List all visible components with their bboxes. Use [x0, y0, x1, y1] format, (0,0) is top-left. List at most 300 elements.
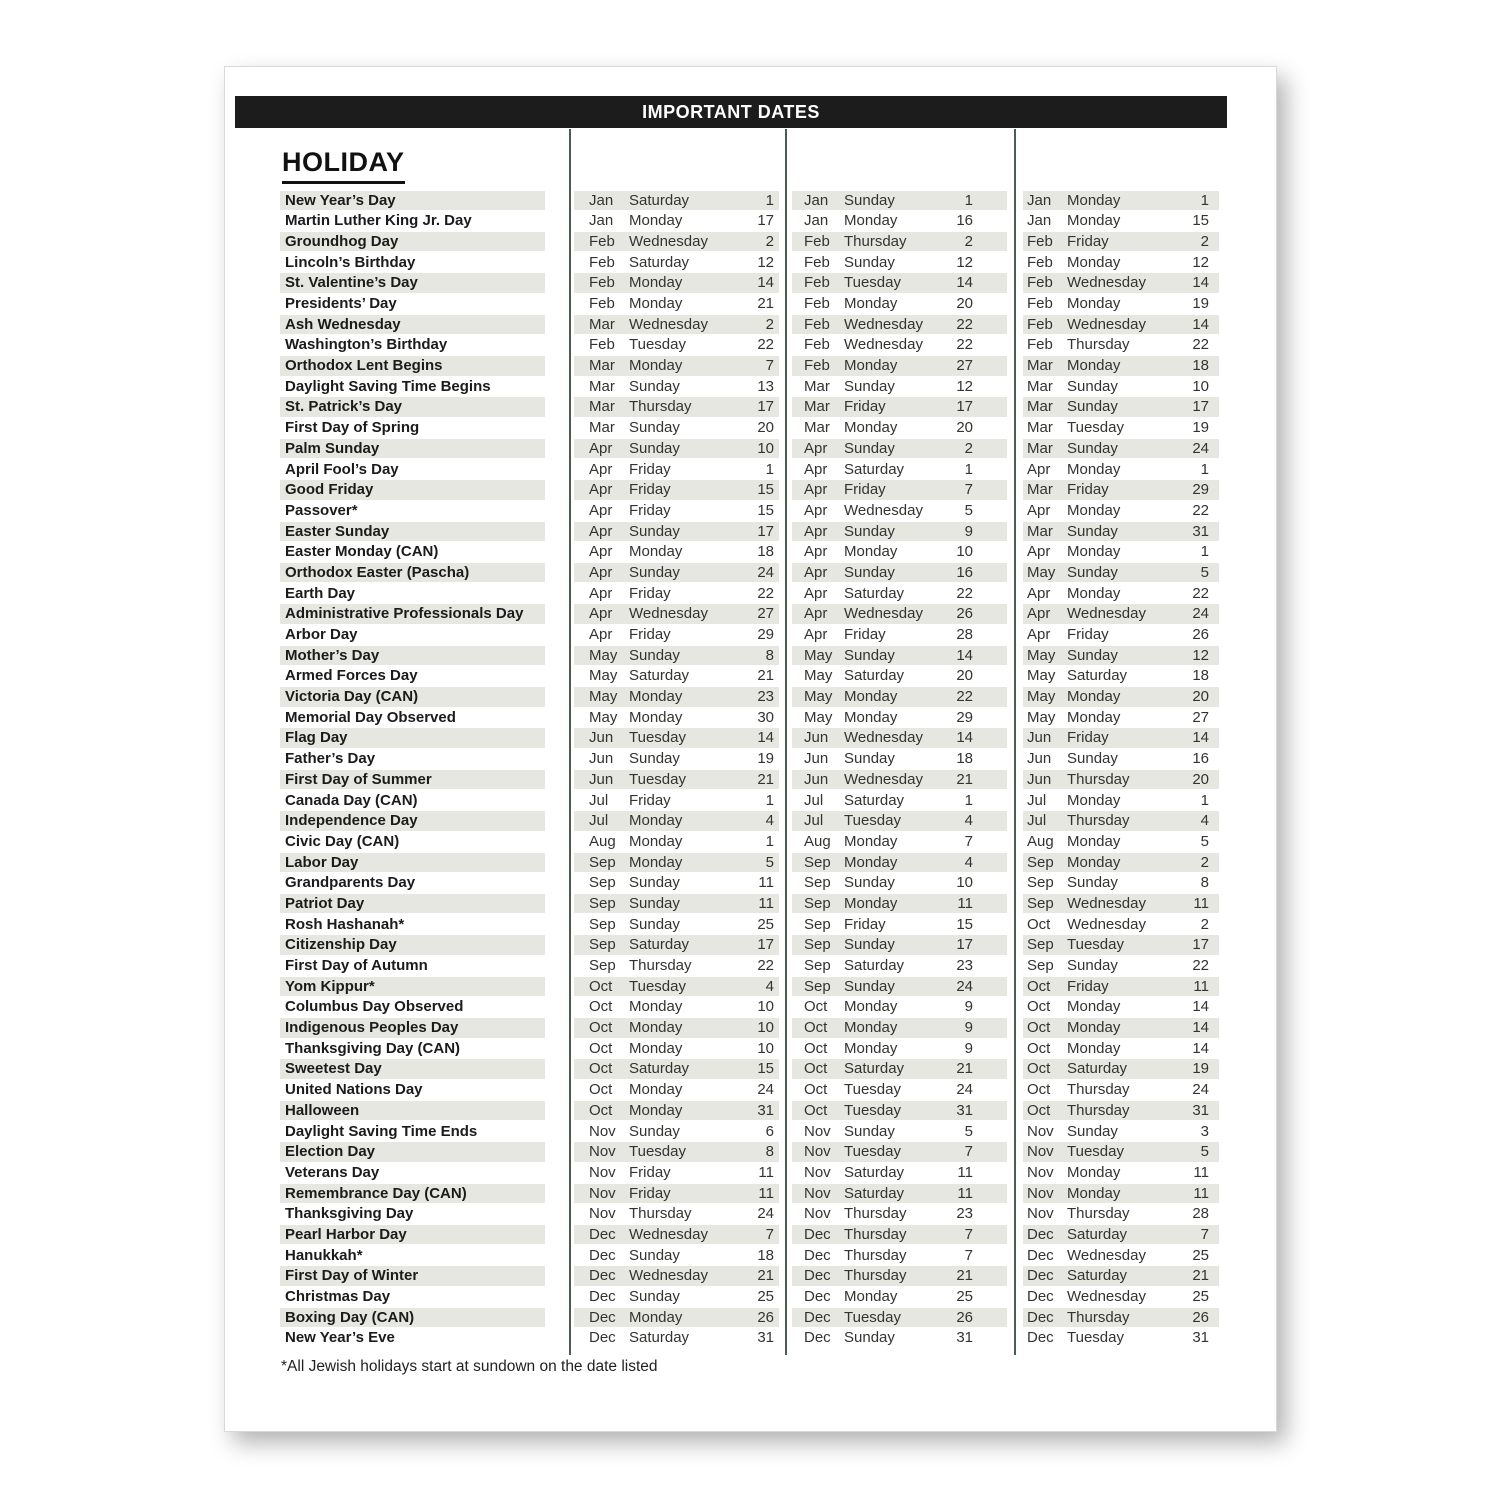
date-cell-year-1: [574, 1225, 779, 1245]
month-label: Dec: [1027, 1329, 1054, 1347]
date-cell-year-2: [792, 894, 1007, 914]
table-row: [225, 1059, 1276, 1080]
weekday-label: Saturday: [844, 667, 905, 685]
month-label: Jul: [1027, 812, 1047, 830]
weekday-label: Wednesday: [1067, 1288, 1146, 1306]
month-label: Apr: [1027, 460, 1051, 478]
date-cell-year-1: [574, 211, 779, 231]
day-number: 10: [956, 543, 973, 561]
table-row: [225, 997, 1276, 1018]
month-label: Nov: [804, 1143, 831, 1161]
weekday-label: Sunday: [629, 1246, 680, 1264]
weekday-label: Monday: [629, 1019, 683, 1037]
date-cell-year-1: [574, 853, 779, 873]
day-number: 14: [956, 646, 973, 664]
month-label: Apr: [804, 460, 828, 478]
date-cell-year-3: [1023, 604, 1219, 624]
weekday-label: Thursday: [844, 1205, 907, 1223]
month-label: Mar: [589, 398, 615, 416]
day-number: 27: [757, 605, 774, 623]
date-cell-year-2: [792, 522, 1007, 542]
month-label: Sep: [804, 853, 831, 871]
day-number: 5: [765, 853, 774, 871]
month-label: May: [589, 667, 618, 685]
day-number: 17: [757, 398, 774, 416]
day-number: 7: [964, 1143, 973, 1161]
weekday-label: Monday: [1067, 584, 1121, 602]
month-label: Oct: [804, 1081, 828, 1099]
weekday-label: Sunday: [1067, 957, 1118, 975]
day-number: 7: [964, 1246, 973, 1264]
holiday-name: Martin Luther King Jr. Day: [285, 212, 472, 230]
holiday-name: Pearl Harbor Day: [280, 1225, 545, 1245]
weekday-label: Monday: [1067, 357, 1121, 375]
weekday-label: Sunday: [1067, 750, 1118, 768]
month-label: Mar: [804, 398, 830, 416]
day-number: 1: [964, 191, 973, 209]
holiday-name: St. Patrick’s Day: [280, 397, 545, 417]
weekday-label: Monday: [1067, 212, 1121, 230]
holiday-name: Boxing Day (CAN): [280, 1308, 545, 1328]
day-number: 31: [956, 1329, 973, 1347]
weekday-label: Sunday: [844, 253, 895, 271]
day-number: 23: [956, 1205, 973, 1223]
date-cell-year-1: [574, 439, 779, 459]
month-label: May: [1027, 563, 1056, 581]
month-label: Nov: [589, 1143, 616, 1161]
day-number: 15: [1192, 212, 1209, 230]
day-number: 25: [757, 915, 774, 933]
day-number: 12: [757, 253, 774, 271]
month-label: Nov: [589, 1122, 616, 1140]
holiday-name: Orthodox Easter (Pascha): [280, 563, 545, 583]
month-label: Oct: [1027, 1081, 1051, 1099]
month-label: Dec: [589, 1267, 616, 1285]
month-label: Jan: [804, 212, 829, 230]
weekday-label: Sunday: [1067, 377, 1118, 395]
month-label: Oct: [1027, 1060, 1051, 1078]
table-row: [225, 438, 1276, 459]
day-number: 20: [956, 295, 973, 313]
date-cell-year-1: [574, 811, 779, 831]
month-label: Jun: [1027, 770, 1052, 788]
date-cell-year-3: [1023, 315, 1219, 335]
weekday-label: Thursday: [1067, 812, 1130, 830]
table-row: [225, 1204, 1276, 1225]
weekday-label: Saturday: [844, 1184, 905, 1202]
date-cell-year-3: [1023, 1184, 1219, 1204]
month-label: Dec: [1027, 1225, 1054, 1243]
holiday-name: Grandparents Day: [285, 874, 416, 892]
day-number: 18: [1192, 667, 1209, 685]
holiday-name: Hanukkah*: [285, 1246, 363, 1264]
date-cell-year-3: [1023, 935, 1219, 955]
month-label: Dec: [589, 1225, 616, 1243]
weekday-label: Wednesday: [1067, 894, 1146, 912]
date-cell-year-1: [574, 687, 779, 707]
holiday-name: Armed Forces Day: [285, 667, 418, 685]
weekday-label: Friday: [1067, 977, 1109, 995]
day-number: 21: [956, 770, 973, 788]
month-label: Jul: [804, 812, 824, 830]
month-label: Sep: [804, 874, 831, 892]
day-number: 29: [956, 708, 973, 726]
day-number: 22: [956, 336, 973, 354]
day-number: 7: [964, 832, 973, 850]
month-label: Sep: [589, 957, 616, 975]
date-cell-year-3: [1023, 418, 1219, 438]
date-cell-year-3: [1023, 977, 1219, 997]
weekday-label: Monday: [629, 708, 683, 726]
date-cell-year-1: [574, 1101, 779, 1121]
month-label: Aug: [1027, 832, 1054, 850]
date-cell-year-1: [574, 915, 779, 935]
day-number: 1: [1200, 543, 1209, 561]
month-label: Oct: [1027, 1101, 1051, 1119]
day-number: 28: [956, 626, 973, 644]
weekday-label: Tuesday: [844, 1081, 901, 1099]
day-number: 21: [1192, 1267, 1209, 1285]
date-cell-year-2: [792, 935, 1007, 955]
date-cell-year-1: [574, 894, 779, 914]
month-label: Oct: [804, 1060, 828, 1078]
holiday-name: Lincoln’s Birthday: [285, 253, 416, 271]
day-number: 2: [1200, 853, 1209, 871]
day-number: 11: [957, 894, 973, 912]
day-number: 14: [757, 274, 774, 292]
date-cell-year-2: [792, 956, 1007, 976]
month-label: Sep: [804, 915, 831, 933]
weekday-label: Thursday: [1067, 1205, 1130, 1223]
month-label: Feb: [589, 232, 615, 250]
table-row: [225, 955, 1276, 976]
holiday-name: Yom Kippur*: [280, 977, 545, 997]
holiday-name: Patriot Day: [280, 894, 545, 914]
date-cell-year-3: [1023, 356, 1219, 376]
holiday-name: Ash Wednesday: [280, 315, 545, 335]
table-row: [225, 935, 1276, 956]
weekday-label: Sunday: [844, 522, 895, 540]
date-cell-year-2: [792, 1266, 1007, 1286]
weekday-label: Monday: [629, 212, 683, 230]
weekday-label: Saturday: [844, 1163, 905, 1181]
weekday-label: Monday: [844, 894, 898, 912]
weekday-label: Monday: [844, 212, 898, 230]
day-number: 14: [1192, 729, 1209, 747]
table-row: [225, 1038, 1276, 1059]
day-number: 5: [964, 501, 973, 519]
day-number: 4: [1200, 812, 1209, 830]
weekday-label: Monday: [1067, 191, 1121, 209]
weekday-label: Friday: [629, 460, 671, 478]
weekday-label: Monday: [1067, 253, 1121, 271]
month-label: Apr: [804, 501, 828, 519]
day-number: 15: [956, 915, 973, 933]
weekday-label: Saturday: [629, 936, 690, 954]
day-number: 1: [964, 791, 973, 809]
date-cell-year-2: [792, 1204, 1007, 1224]
weekday-label: Monday: [1067, 1184, 1121, 1202]
date-cell-year-1: [574, 315, 779, 335]
weekday-label: Monday: [629, 812, 683, 830]
date-cell-year-2: [792, 232, 1007, 252]
month-label: Nov: [804, 1184, 831, 1202]
day-number: 8: [765, 646, 774, 664]
weekday-label: Sunday: [1067, 874, 1118, 892]
weekday-label: Tuesday: [1067, 1329, 1124, 1347]
month-label: Mar: [1027, 357, 1053, 375]
day-number: 18: [757, 1246, 774, 1264]
month-label: Mar: [804, 377, 830, 395]
day-number: 16: [956, 563, 973, 581]
date-cell-year-3: [1023, 1039, 1219, 1059]
month-label: Sep: [589, 853, 616, 871]
month-label: Dec: [1027, 1267, 1054, 1285]
date-cell-year-2: [792, 1163, 1007, 1183]
month-label: Apr: [804, 605, 828, 623]
weekday-label: Saturday: [844, 584, 905, 602]
date-cell-year-2: [792, 315, 1007, 335]
month-label: Mar: [589, 315, 615, 333]
day-number: 22: [1192, 336, 1209, 354]
date-cell-year-1: [574, 253, 779, 273]
date-cell-year-2: [792, 273, 1007, 293]
date-cell-year-2: [792, 770, 1007, 790]
date-cell-year-3: [1023, 460, 1219, 480]
important-dates-title: IMPORTANT DATES: [642, 101, 820, 122]
weekday-label: Tuesday: [844, 274, 901, 292]
holiday-name: Sweetest Day: [280, 1059, 545, 1079]
date-cell-year-3: [1023, 1266, 1219, 1286]
day-number: 17: [757, 936, 774, 954]
month-label: Nov: [804, 1205, 831, 1223]
date-cell-year-1: [574, 1287, 779, 1307]
date-cell-year-2: [792, 584, 1007, 604]
month-label: Jan: [804, 191, 829, 209]
date-cell-year-1: [574, 873, 779, 893]
date-cell-year-3: [1023, 211, 1219, 231]
date-cell-year-3: [1023, 687, 1219, 707]
table-row: [225, 707, 1276, 728]
month-label: Oct: [1027, 915, 1051, 933]
day-number: 24: [956, 1081, 973, 1099]
date-cell-year-2: [792, 873, 1007, 893]
weekday-label: Monday: [844, 832, 898, 850]
month-label: May: [804, 708, 833, 726]
weekday-label: Wednesday: [844, 605, 923, 623]
date-cell-year-2: [792, 397, 1007, 417]
important-dates-header-bar: [235, 96, 1227, 128]
month-label: Nov: [589, 1163, 616, 1181]
month-label: Nov: [1027, 1122, 1054, 1140]
month-label: Sep: [589, 894, 616, 912]
date-cell-year-3: [1023, 480, 1219, 500]
month-label: Dec: [804, 1288, 831, 1306]
month-label: Mar: [1027, 481, 1053, 499]
day-number: 27: [1192, 708, 1209, 726]
weekday-label: Monday: [1067, 832, 1121, 850]
month-label: Jul: [804, 791, 824, 809]
holiday-name: Father’s Day: [285, 750, 376, 768]
day-number: 25: [956, 1288, 973, 1306]
day-number: 11: [1193, 1163, 1209, 1181]
weekday-label: Monday: [629, 274, 683, 292]
weekday-label: Wednesday: [844, 770, 923, 788]
day-number: 29: [757, 626, 774, 644]
table-row: [225, 624, 1276, 645]
weekday-label: Monday: [1067, 295, 1121, 313]
weekday-label: Sunday: [629, 522, 680, 540]
month-label: Jul: [589, 812, 609, 830]
day-number: 22: [1192, 584, 1209, 602]
day-number: 24: [956, 977, 973, 995]
table-row: [225, 583, 1276, 604]
date-cell-year-3: [1023, 832, 1219, 852]
day-number: 15: [757, 1060, 774, 1078]
date-cell-year-1: [574, 646, 779, 666]
month-label: Oct: [1027, 1019, 1051, 1037]
weekday-label: Sunday: [629, 646, 680, 664]
date-cell-year-2: [792, 687, 1007, 707]
day-number: 18: [956, 750, 973, 768]
month-label: Apr: [589, 522, 613, 540]
month-label: May: [1027, 667, 1056, 685]
weekday-label: Friday: [1067, 232, 1109, 250]
day-number: 1: [1200, 791, 1209, 809]
day-number: 24: [757, 1081, 774, 1099]
weekday-label: Saturday: [844, 957, 905, 975]
month-label: Jul: [589, 791, 609, 809]
date-cell-year-3: [1023, 625, 1219, 645]
date-cell-year-3: [1023, 1308, 1219, 1328]
day-number: 30: [757, 708, 774, 726]
date-cell-year-3: [1023, 542, 1219, 562]
day-number: 1: [765, 460, 774, 478]
date-cell-year-1: [574, 377, 779, 397]
weekday-label: Tuesday: [1067, 936, 1124, 954]
weekday-label: Sunday: [629, 750, 680, 768]
date-cell-year-1: [574, 1039, 779, 1059]
day-number: 14: [1192, 315, 1209, 333]
day-number: 21: [757, 667, 774, 685]
day-number: 11: [1193, 1184, 1209, 1202]
date-cell-year-2: [792, 1328, 1007, 1348]
date-cell-year-2: [792, 1059, 1007, 1079]
month-label: Feb: [1027, 232, 1053, 250]
date-cell-year-1: [574, 666, 779, 686]
weekday-label: Wednesday: [1067, 605, 1146, 623]
table-row: [225, 273, 1276, 294]
weekday-label: Tuesday: [1067, 1143, 1124, 1161]
date-cell-year-3: [1023, 253, 1219, 273]
month-label: Apr: [804, 543, 828, 561]
day-number: 11: [758, 1184, 774, 1202]
table-row: [225, 873, 1276, 894]
date-cell-year-3: [1023, 728, 1219, 748]
date-cell-year-3: [1023, 811, 1219, 831]
weekday-label: Thursday: [1067, 1101, 1130, 1119]
weekday-label: Saturday: [1067, 1225, 1128, 1243]
date-cell-year-2: [792, 915, 1007, 935]
day-number: 17: [757, 212, 774, 230]
table-row: [225, 852, 1276, 873]
table-row: [225, 914, 1276, 935]
weekday-label: Thursday: [844, 1225, 907, 1243]
month-label: Apr: [589, 460, 613, 478]
day-number: 17: [1192, 398, 1209, 416]
date-cell-year-2: [792, 418, 1007, 438]
table-row: [225, 893, 1276, 914]
date-cell-year-1: [574, 977, 779, 997]
day-number: 12: [956, 377, 973, 395]
table-row: [225, 314, 1276, 335]
day-number: 6: [765, 1122, 774, 1140]
month-label: Oct: [589, 998, 613, 1016]
weekday-label: Monday: [844, 998, 898, 1016]
day-number: 10: [1192, 377, 1209, 395]
weekday-label: Sunday: [844, 191, 895, 209]
month-label: Dec: [804, 1308, 831, 1326]
month-label: Sep: [1027, 936, 1054, 954]
month-label: Sep: [1027, 853, 1054, 871]
day-number: 24: [757, 1205, 774, 1223]
date-cell-year-3: [1023, 232, 1219, 252]
day-number: 5: [964, 1122, 973, 1140]
month-label: Apr: [804, 584, 828, 602]
day-number: 26: [956, 1308, 973, 1326]
weekday-label: Sunday: [844, 1122, 895, 1140]
date-cell-year-3: [1023, 439, 1219, 459]
holiday-name: Passover*: [285, 501, 358, 519]
month-label: Feb: [804, 357, 830, 375]
date-cell-year-3: [1023, 501, 1219, 521]
table-row: [225, 397, 1276, 418]
day-number: 1: [1200, 191, 1209, 209]
weekday-label: Friday: [629, 501, 671, 519]
day-number: 26: [757, 1308, 774, 1326]
weekday-label: Sunday: [844, 377, 895, 395]
weekday-label: Monday: [844, 688, 898, 706]
table-row: [225, 376, 1276, 397]
month-label: Feb: [1027, 295, 1053, 313]
weekday-label: Saturday: [1067, 1060, 1128, 1078]
holiday-name: New Year’s Eve: [285, 1329, 395, 1347]
day-number: 2: [765, 232, 774, 250]
day-number: 1: [964, 460, 973, 478]
month-label: Mar: [1027, 377, 1053, 395]
day-number: 25: [1192, 1246, 1209, 1264]
month-label: Nov: [1027, 1163, 1054, 1181]
weekday-label: Wednesday: [844, 501, 923, 519]
date-cell-year-3: [1023, 770, 1219, 790]
table-row: [225, 1121, 1276, 1142]
table-row: [225, 562, 1276, 583]
day-number: 2: [964, 232, 973, 250]
holiday-name: Presidents’ Day: [285, 295, 397, 313]
date-cell-year-2: [792, 977, 1007, 997]
weekday-label: Sunday: [844, 936, 895, 954]
holiday-name: Victoria Day (CAN): [280, 687, 545, 707]
table-row: [225, 687, 1276, 708]
weekday-label: Thursday: [629, 398, 692, 416]
month-label: Apr: [1027, 501, 1051, 519]
date-cell-year-1: [574, 191, 779, 211]
day-number: 7: [765, 1225, 774, 1243]
month-label: May: [804, 667, 833, 685]
month-label: Feb: [1027, 253, 1053, 271]
day-number: 25: [757, 1288, 774, 1306]
month-label: Apr: [804, 522, 828, 540]
